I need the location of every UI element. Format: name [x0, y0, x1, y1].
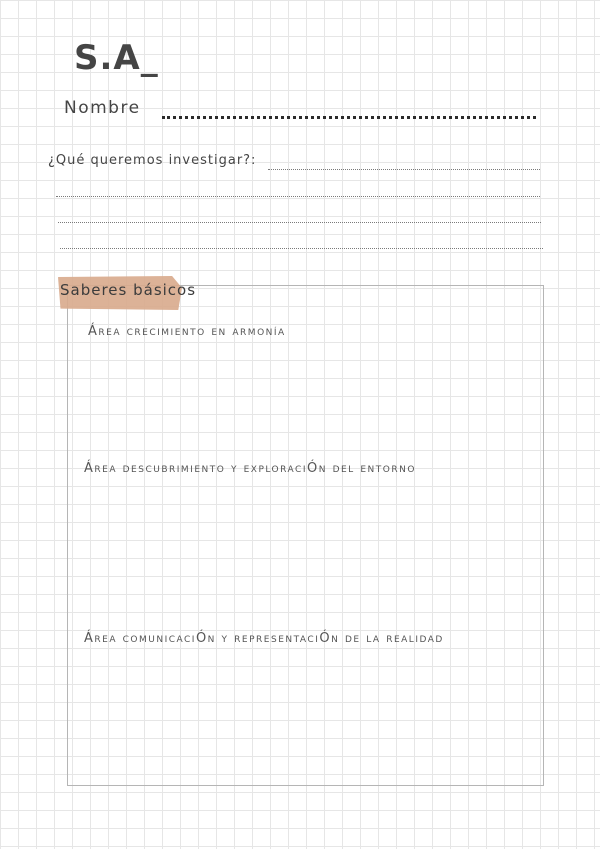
- page-title: S.A_: [74, 38, 159, 78]
- question-answer-line-2[interactable]: [56, 196, 540, 197]
- section-title: Saberes básicos: [60, 281, 197, 299]
- name-label: Nombre: [64, 98, 141, 118]
- area-comunicacion-label: Área comunicaciÓn y representaciÓn de la realidad: [84, 631, 444, 646]
- saberes-box: [67, 285, 544, 786]
- area-descubrimiento-label: Área descubrimiento y exploraciÓn del entorno: [84, 461, 416, 476]
- area-crecimiento-label: Área crecimiento en armonía: [88, 324, 286, 339]
- question-answer-line-4[interactable]: [60, 248, 543, 249]
- question-answer-line-1[interactable]: [268, 169, 540, 170]
- question-answer-line-3[interactable]: [58, 222, 541, 223]
- name-input-line[interactable]: [162, 116, 536, 119]
- question-label: ¿Qué queremos investigar?:: [48, 153, 257, 168]
